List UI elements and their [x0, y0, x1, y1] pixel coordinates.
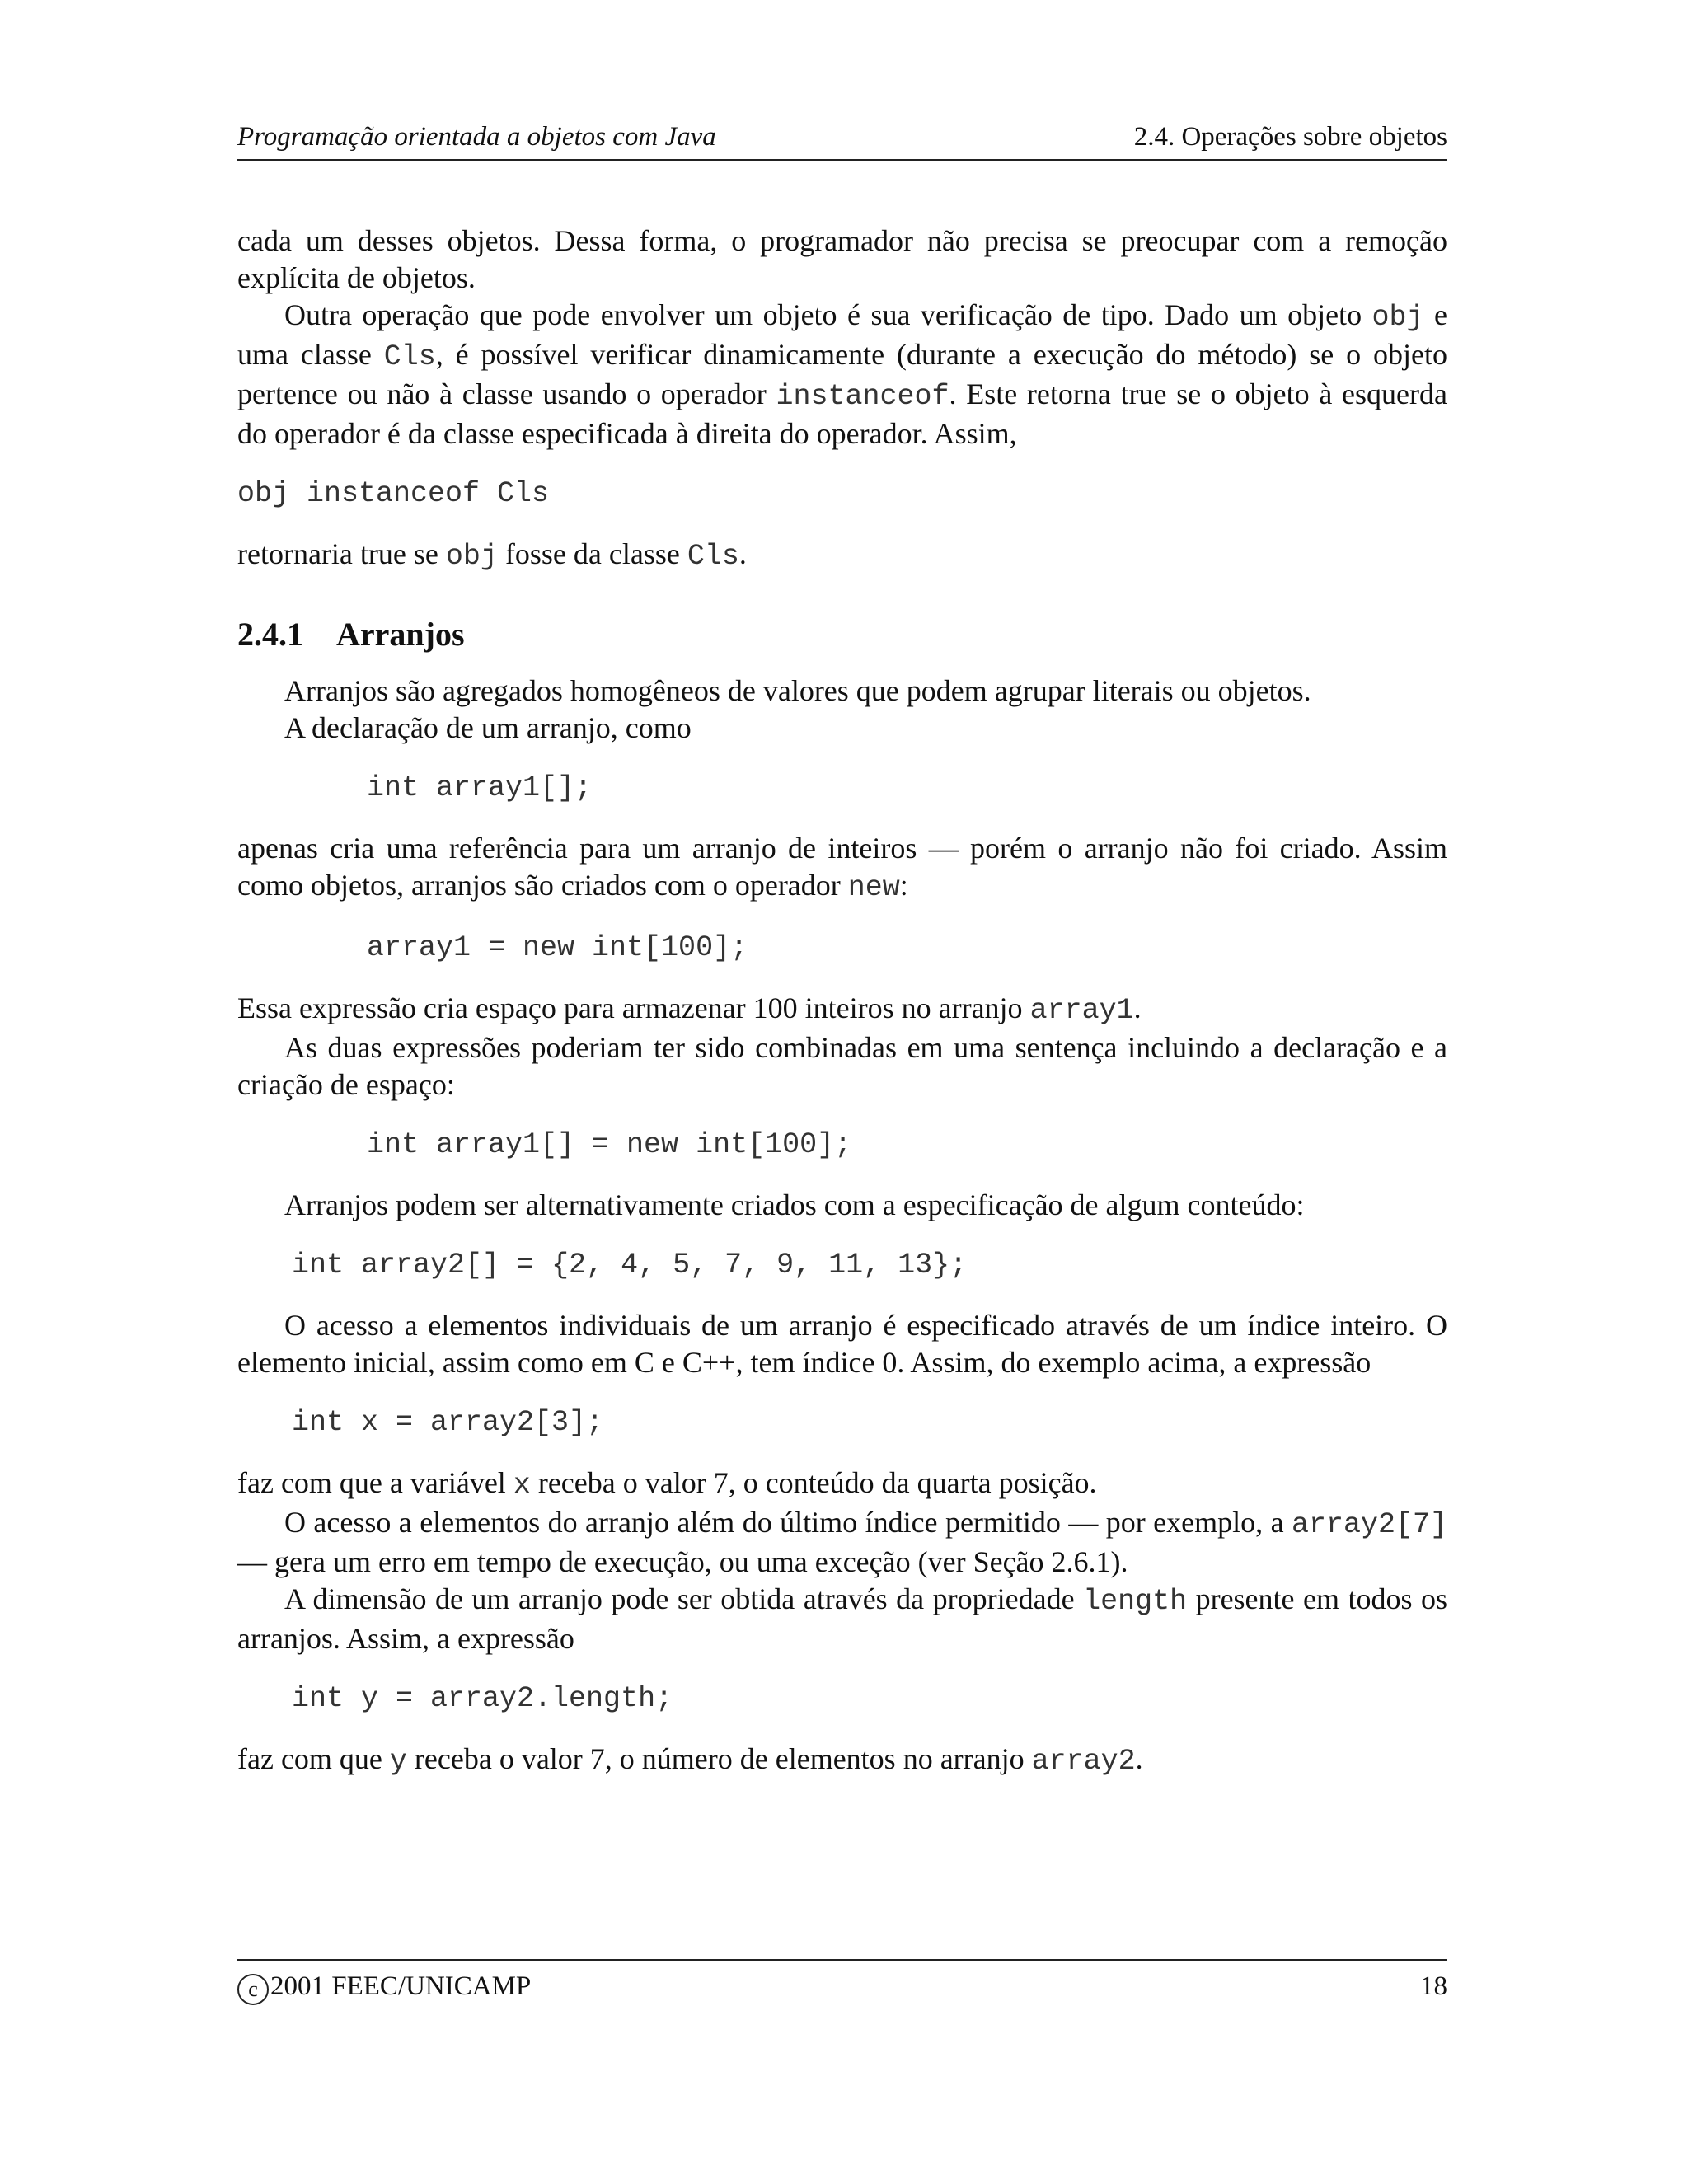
- inline-code: Cls: [687, 540, 739, 573]
- paragraph: [237, 673, 1447, 710]
- inline-code: length: [1083, 1585, 1188, 1618]
- header-section-title: 2.4. Operações sobre objetos: [1133, 122, 1447, 152]
- text-run: — gera um erro em tempo de execução, ou uma exceção (ver Seção 2.6.1).: [237, 1545, 1128, 1578]
- text-run: O acesso a elementos individuais de um arranjo é especificado através de um índice inteiro. O elemento inicial, assim como em C e C++, tem índice 0. Assim, do exemplo acima, a expressão: [237, 1309, 1447, 1379]
- paragraph: [237, 536, 1447, 575]
- page-number: 18: [1420, 1971, 1447, 2001]
- text-run: As duas expressões poderiam ter sido combinadas em uma sentença incluindo a declaração e a criação de espaço:: [237, 1031, 1447, 1101]
- text-run: e uma classe: [237, 298, 1447, 371]
- text-run: cada um desses objetos. Dessa forma, o programador não precisa se preocupar com a remoção explícita de objetos.: [237, 224, 1447, 294]
- section-heading: [237, 615, 1447, 654]
- text-run: presente em todos os arranjos. Assim, a expressão: [237, 1582, 1447, 1655]
- code-block: int array1[];: [367, 771, 593, 804]
- copyright-icon: c: [237, 1974, 269, 2005]
- footer-copyright: [237, 1971, 531, 2005]
- paragraph: [237, 1504, 1447, 1581]
- text-run: receba o valor 7, o conteúdo da quarta posição.: [530, 1466, 1097, 1499]
- inline-code: instanceof: [776, 380, 950, 413]
- text-run: A dimensão de um arranjo pode ser obtida através da propriedade: [284, 1582, 1084, 1615]
- paragraph: [237, 1465, 1447, 1504]
- inline-code: array2[7]: [1291, 1508, 1447, 1541]
- text-run: O acesso a elementos do arranjo além do último índice permitido — por exemplo, a: [284, 1506, 1292, 1539]
- code-block: array1 = new int[100];: [367, 931, 748, 964]
- inline-code: array2: [1031, 1745, 1136, 1778]
- paragraph: [237, 1307, 1447, 1381]
- paragraph: [237, 1581, 1447, 1657]
- page-body: [237, 223, 1447, 1780]
- page-footer: [237, 1971, 1447, 2005]
- text-run: Arranjos podem ser alternativamente criados com a especificação de algum conteúdo:: [284, 1188, 1305, 1221]
- code-block: int x = array2[3];: [292, 1406, 604, 1439]
- inline-code: obj: [445, 540, 498, 573]
- section-number: 2.4.1: [237, 616, 303, 653]
- text-run: . Este retorna true se o objeto à esquerda do operador é da classe especificada à direita do operador. Assim,: [237, 377, 1447, 450]
- running-header: [237, 121, 1447, 161]
- paragraph: [237, 1187, 1447, 1224]
- text-run: apenas cria uma referência para um arranjo de inteiros — porém o arranjo não foi criado. Assim como objetos, arranjos são criados com o operador: [237, 832, 1447, 902]
- text-run: , é possível verificar dinamicamente (durante a execução do método) se o objeto pertence ou não à classe usando o operador: [237, 338, 1447, 410]
- text-run: Outra operação que pode envolver um objeto é sua verificação de tipo. Dado um objeto: [284, 298, 1372, 331]
- footer-rule: [237, 1959, 1447, 1961]
- footer-copyright-text: 2001 FEEC/UNICAMP: [270, 1971, 532, 2001]
- code-block: int y = array2.length;: [292, 1682, 673, 1715]
- section-title: Arranjos: [336, 616, 465, 653]
- text-run: A declaração de um arranjo, como: [284, 711, 692, 744]
- paragraph: [237, 990, 1447, 1029]
- inline-code: obj: [1372, 301, 1424, 334]
- document-page: [237, 0, 1447, 2184]
- text-run: :: [899, 869, 908, 902]
- text-run: .: [1135, 1742, 1143, 1775]
- paragraph: [237, 710, 1447, 747]
- text-run: .: [1133, 991, 1142, 1024]
- inline-code: new: [847, 871, 900, 904]
- text-run: faz com que: [237, 1742, 390, 1775]
- code-block: int array2[] = {2, 4, 5, 7, 9, 11, 13};: [292, 1249, 968, 1282]
- inline-code: array1: [1029, 994, 1134, 1027]
- paragraph: [237, 1741, 1447, 1780]
- inline-code: x: [513, 1469, 531, 1502]
- text-run: Arranjos são agregados homogêneos de valores que podem agrupar literais ou objetos.: [284, 674, 1311, 707]
- paragraph: [237, 1029, 1447, 1104]
- inline-code: y: [389, 1745, 407, 1778]
- code-block: obj instanceof Cls: [237, 477, 550, 510]
- text-run: Essa expressão cria espaço para armazenar 100 inteiros no arranjo: [237, 991, 1030, 1024]
- text-run: .: [738, 537, 747, 570]
- paragraph: [237, 830, 1447, 907]
- text-run: receba o valor 7, o número de elementos no arranjo: [406, 1742, 1032, 1775]
- text-run: retornaria true se: [237, 537, 446, 570]
- text-run: faz com que a variável: [237, 1466, 513, 1499]
- code-block: int array1[] = new int[100];: [367, 1128, 852, 1161]
- text-run: fosse da classe: [497, 537, 687, 570]
- paragraph: [237, 223, 1447, 297]
- paragraph: [237, 297, 1447, 452]
- header-book-title: Programação orientada a objetos com Java: [237, 122, 716, 152]
- inline-code: Cls: [383, 340, 436, 373]
